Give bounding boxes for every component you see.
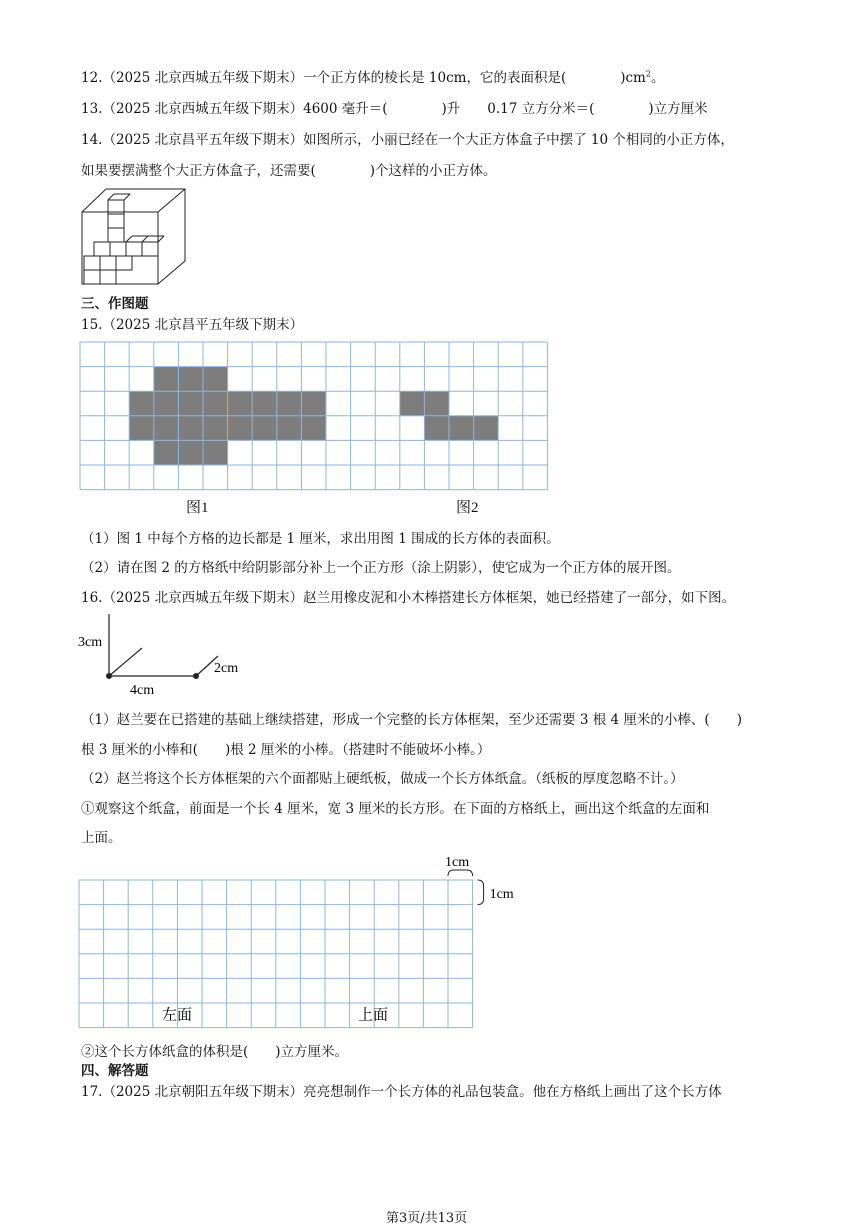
shaded-cell — [449, 416, 474, 441]
shaded-cell — [252, 391, 277, 416]
left-face-label: 左面 — [162, 1005, 193, 1024]
shaded-cell — [424, 416, 449, 441]
shaded-cell — [154, 440, 179, 465]
depth-label: 2cm — [214, 661, 239, 676]
shaded-cell — [424, 391, 449, 416]
shaded-cell — [178, 367, 203, 392]
shaded-cell — [129, 391, 154, 416]
top-face-label: 上面 — [358, 1005, 389, 1024]
question-12-text: 12.（2025 北京西城五年级下期末）一个正方体的棱长是 10cm，它的表面积是( )cm — [81, 70, 646, 86]
height-label: 3cm — [78, 635, 103, 650]
shaded-cell — [252, 416, 277, 441]
q15-grid-figure — [80, 342, 552, 492]
shaded-cell — [154, 391, 179, 416]
unit-width-brace — [448, 870, 473, 876]
question-16: 16.（2025 北京西城五年级下期末）赵兰用橡皮泥和小木棒搭建长方体框架，她已经搭建了一部分，如下图。 — [81, 590, 736, 606]
shaded-cell — [277, 391, 302, 416]
section-4-title: 四、解答题 — [81, 1063, 149, 1079]
figure-1-label: 图1 — [186, 500, 209, 516]
q16-grid-figure — [78, 850, 528, 1032]
shaded-cell — [129, 416, 154, 441]
question-15-part-2: （2）请在图 2 的方格纸中给阴影部分补上一个正方形（涂上阴影），使它成为一个正方体的展开图。 — [81, 560, 681, 576]
question-16-part-2a-line-2: 上面。 — [81, 830, 122, 846]
question-12-end: 。 — [650, 70, 665, 86]
question-17: 17.（2025 北京朝阳五年级下期末）亮亮想制作一个长方体的礼品包装盒。他在方格纸上画出了这个长方体 — [81, 1084, 722, 1100]
shaded-cell — [474, 416, 499, 441]
shaded-cell — [400, 391, 425, 416]
shaded-cell — [178, 416, 203, 441]
shaded-cell — [178, 440, 203, 465]
question-16-part-1-line-1: （1）赵兰要在已搭建的基础上继续搭建，形成一个完整的长方体框架，至少还需要 3 根 4 厘米的小棒、( ) — [81, 712, 742, 728]
question-16-part-2b: ②这个长方体纸盒的体积是( )立方厘米。 — [81, 1044, 349, 1060]
unit-height-label: 1cm — [489, 887, 514, 902]
figure-2-label: 图2 — [456, 500, 479, 516]
question-12 — [81, 66, 664, 86]
shaded-cell — [301, 416, 326, 441]
unit-superscript: 2 — [645, 69, 651, 79]
question-13: 13.（2025 北京西城五年级下期末）4600 毫升＝( )升 0.17 立方分米＝( )立方厘米 — [81, 101, 708, 117]
question-14-line-1: 14.（2025 北京昌平五年级下期末）如图所示，小丽已经在一个大正方体盒子中摆了 10 个相同的小正方体， — [81, 132, 734, 148]
unit-width-label: 1cm — [445, 855, 470, 870]
question-16-part-1-line-2: 根 3 厘米的小棒和( )根 2 厘米的小棒。（搭建时不能破坏小棒。） — [81, 742, 491, 758]
question-15-header: 15.（2025 北京昌平五年级下期末） — [81, 317, 304, 333]
cuboid-frame-figure — [78, 612, 258, 698]
section-3-title: 三、作图题 — [81, 296, 149, 312]
shaded-cell — [203, 391, 228, 416]
shaded-cell — [178, 391, 203, 416]
shaded-cell — [154, 416, 179, 441]
unit-height-brace — [478, 880, 484, 905]
question-15-part-1: （1）图 1 中每个方格的边长都是 1 厘米，求出用图 1 围成的长方体的表面积。 — [81, 531, 560, 547]
page-number-footer: 第3页/共13页 — [386, 1211, 468, 1226]
question-16-part-2: （2）赵兰将这个长方体框架的六个面都贴上硬纸板，做成一个长方体纸盒。（纸板的厚度忽略不计。） — [81, 771, 684, 787]
shaded-cell — [203, 367, 228, 392]
shaded-cell — [301, 391, 326, 416]
shaded-cell — [228, 391, 253, 416]
question-16-part-2a-line-1: ①观察这个纸盒，前面是一个长 4 厘米，宽 3 厘米的长方形。在下面的方格纸上，画出这个纸盒的左面和 — [81, 801, 710, 817]
shaded-cell — [203, 416, 228, 441]
cube-box-figure — [80, 186, 190, 286]
question-14-line-2: 如果要摆满整个大正方体盒子，还需要( )个这样的小正方体。 — [81, 163, 497, 179]
shaded-cell — [277, 416, 302, 441]
shaded-cell — [203, 440, 228, 465]
shaded-cell — [228, 416, 253, 441]
width-label: 4cm — [130, 683, 155, 698]
shaded-cell — [154, 367, 179, 392]
